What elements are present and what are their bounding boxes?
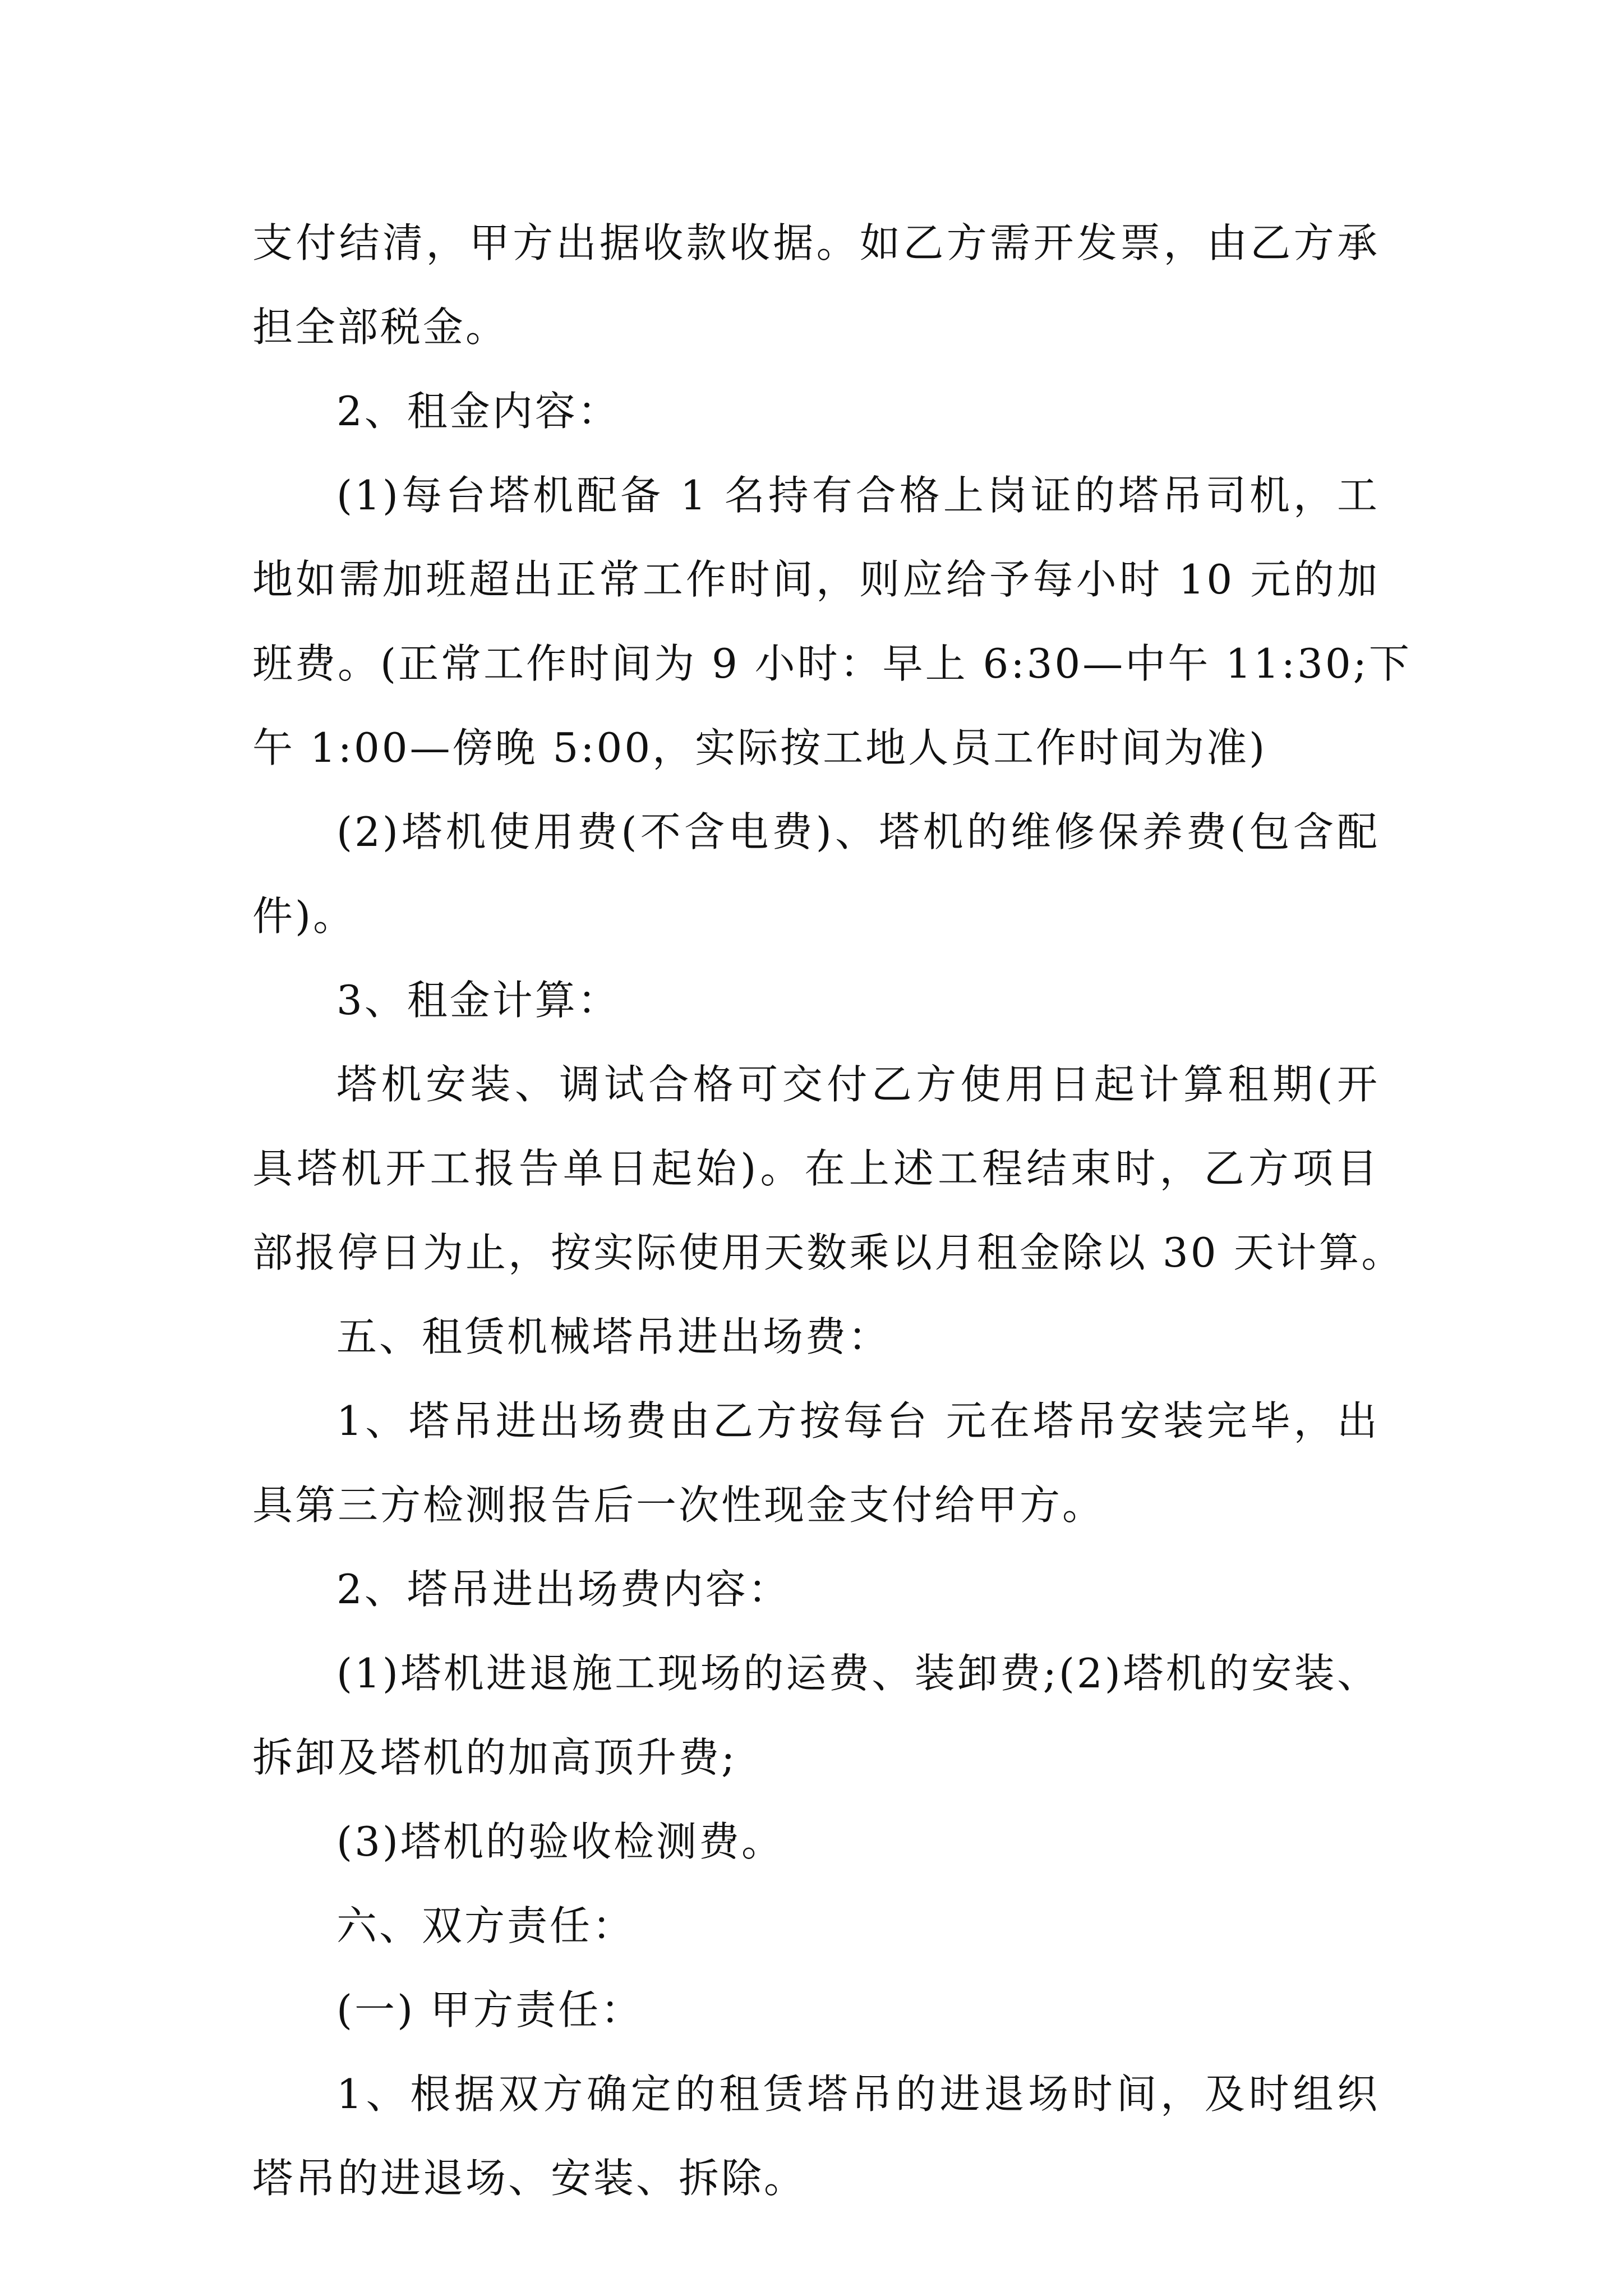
text-line: 六、双方责任： xyxy=(336,1902,635,1949)
text-line: 班费。(正常工作时间为 9 小时：早上 6:30—中午 11:30;下 xyxy=(252,640,1412,687)
text-line: 地如需加班超出正常工作时间，则应给予每小时 10 元的加 xyxy=(252,556,1380,603)
text-line: 具第三方检测报告后一次性现金支付给甲方。 xyxy=(252,1481,1105,1529)
text-line: 2、租金内容： xyxy=(336,388,620,435)
text-line: (1)每台塔机配备 1 名持有合格上岗证的塔吊司机，工 xyxy=(336,472,1380,519)
text-line: (3)塔机的验收检测费。 xyxy=(336,1818,784,1865)
text-line: (一) 甲方责任： xyxy=(336,1986,644,2033)
text-line: 2、塔吊进出场费内容： xyxy=(336,1566,791,1613)
text-line: 1、根据双方确定的租赁塔吊的进退场时间，及时组织 xyxy=(336,2070,1380,2118)
text-line: 具塔机开工报告单日起始)。在上述工程结束时，乙方项目 xyxy=(252,1145,1380,1192)
text-line: 3、租金计算： xyxy=(336,977,620,1024)
text-line: 件)。 xyxy=(252,892,356,940)
text-line: 担全部税金。 xyxy=(252,303,509,351)
text-line: 五、租赁机械塔吊进出场费： xyxy=(336,1313,891,1360)
text-line: 塔吊的进退场、安装、拆除。 xyxy=(252,2155,807,2202)
text-line: 午 1:00—傍晚 5:00，实际按工地人员工作时间为准) xyxy=(252,724,1267,771)
text-line: 拆卸及塔机的加高顶升费; xyxy=(252,1734,737,1781)
text-line: 部报停日为止，按实际使用天数乘以月租金除以 30 天计算。 xyxy=(252,1229,1404,1276)
text-line: 1、塔吊进出场费由乙方按每台 元在塔吊安装完毕，出 xyxy=(336,1397,1380,1444)
text-line: (2)塔机使用费(不含电费)、塔机的维修保养费(包含配 xyxy=(336,808,1380,855)
text-line: 塔机安装、调试合格可交付乙方使用日起计算租期(开 xyxy=(336,1061,1380,1108)
text-line: (1)塔机进退施工现场的运费、装卸费;(2)塔机的安装、 xyxy=(336,1650,1380,1697)
text-line: 支付结清，甲方出据收款收据。如乙方需开发票，由乙方承 xyxy=(252,219,1380,266)
